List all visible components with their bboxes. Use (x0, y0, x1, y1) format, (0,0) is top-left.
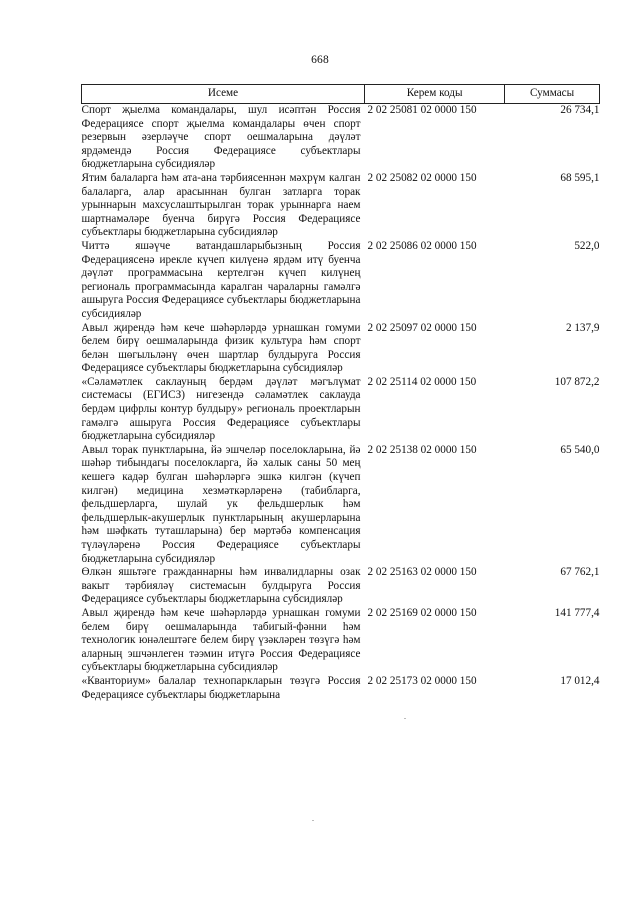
row-name: Өлкән яшьтәге гражданнарны һәм инвалидларны озак вакыт тәрбияләү системасын булдыруга Россия Федерациясе субъектлары бюджетларына субсидияләр (81, 566, 361, 606)
row-sum: 68 595,1 (560, 171, 600, 184)
row-code: 2 02 25138 02 0000 150 (367, 443, 477, 456)
row-sum: 67 762,1 (560, 566, 600, 579)
row-name: Авыл җирендә һәм кече шәһәрләрдә урнашкан гомуми белем бирү оешмаларында табигый-фәнни һәм технологик юнәлештәге белем бирү үзәкләрен төзүгә һәм аларның эшчәнлеген тәэмин итүгә Россия Федерациясе субъектлары бюджетларына субсидияләр (81, 606, 361, 674)
row-sum: 522,0 (574, 239, 600, 252)
row-name: Авыл торак пунктларына, йә эшчеләр поселокларына, йә шәһәр тибындагы поселокларга, йә халык саны 50 мең кешегә кадәр булган шәһәрләргә эшкә килгән (күчеп килгән) медицина хезмәткәрләренә (табибларга, фельдшерларга, шулай ук фельдшерлык һәм фельдшерлык-акушерлык пунктларының акушерларына һәм шәфкать туташларына) бер мәртәбә компенсация түләүләренә Россия Федерациясе субъектлары бюджетларына субсидияләр (81, 443, 361, 565)
row-code: 2 02 25169 02 0000 150 (367, 606, 477, 619)
row-name: «Сәламәтлек саклауның бердәм дәүләт мәгълүмат системасы (ЕГИСЗ) нигезендә сәламәтлек саклауда бердәм цифрлы контур булдыру» региональ проектларын гамәлгә ашыруга Россия Федерациясе субъектлары бюджетларына субсидияләр (81, 375, 361, 443)
row-code: 2 02 25082 02 0000 150 (367, 171, 477, 184)
scan-speck (312, 820, 314, 821)
table-row (82, 322, 600, 376)
table-row (82, 444, 600, 566)
table-row (82, 172, 600, 240)
table-header-row (82, 85, 600, 104)
budget-table (81, 84, 600, 702)
row-name: Ятим балаларга һәм ата-ана тәрбиясеннән мәхрүм калган балаларга, алар арасыннан булган затларга торак урыннарын махсуслаштырылган торак урыннарга наем шартнамәләре буенча бирүгә Россия Федерациясе субъектлары бюджетларына субсидияләр (81, 171, 361, 239)
row-code: 2 02 25097 02 0000 150 (367, 321, 477, 334)
page-number: 668 (311, 54, 329, 66)
row-code: 2 02 25173 02 0000 150 (367, 674, 477, 687)
table-row (82, 566, 600, 607)
row-sum: 17 012,4 (560, 674, 600, 687)
column-header-code: Керем коды (365, 85, 505, 104)
row-code: 2 02 25163 02 0000 150 (367, 566, 477, 579)
row-name: Читтә яшәүче ватандашларыбызның Россия Федерациясенә ирекле күчеп килүенә ярдәм итү буенча дәүләт программасына кертелгән күчеп килүнең региональ программасында каралган чараларны гамәлгә ашыруга Россия Федерациясе субъектлары бюджетларына субсидияләр (81, 239, 361, 320)
row-name: Спорт җыелма командалары, шул исәптән Россия Федерациясе спорт җыелма командалары өчен спорт резервын әзерләүче спорт оешмаларына дәүләт ярдәмендә Россия Федерациясе субъектлары бюджетларына субсидияләр (81, 104, 361, 171)
column-header-sum: Суммасы (505, 85, 600, 104)
row-sum: 141 777,4 (554, 606, 600, 619)
table-row (82, 104, 600, 172)
scan-speck (404, 718, 406, 719)
table-row (82, 607, 600, 675)
table-row (82, 675, 600, 702)
row-code: 2 02 25114 02 0000 150 (367, 375, 477, 388)
table-row (82, 240, 600, 322)
row-sum: 2 137,9 (565, 321, 600, 334)
table-row (82, 376, 600, 444)
row-code: 2 02 25081 02 0000 150 (367, 104, 477, 116)
row-name: «Кванториум» балалар технопаркларын төзүгә Россия Федерациясе субъектлары бюджетларына (81, 674, 361, 701)
row-code: 2 02 25086 02 0000 150 (367, 239, 477, 252)
row-sum: 65 540,0 (560, 443, 600, 456)
row-sum: 26 734,1 (560, 104, 600, 116)
row-name: Авыл җирендә һәм кече шәһәрләрдә урнашкан гомуми белем бирү оешмаларында физик культура һәм спорт белән шөгыльләнү өчен шартлар булдыруга Россия Федерациясе субъектлары бюджетларына субсидияләр (81, 321, 361, 375)
column-header-name: Исеме (82, 85, 365, 104)
row-sum: 107 872,2 (554, 375, 600, 388)
